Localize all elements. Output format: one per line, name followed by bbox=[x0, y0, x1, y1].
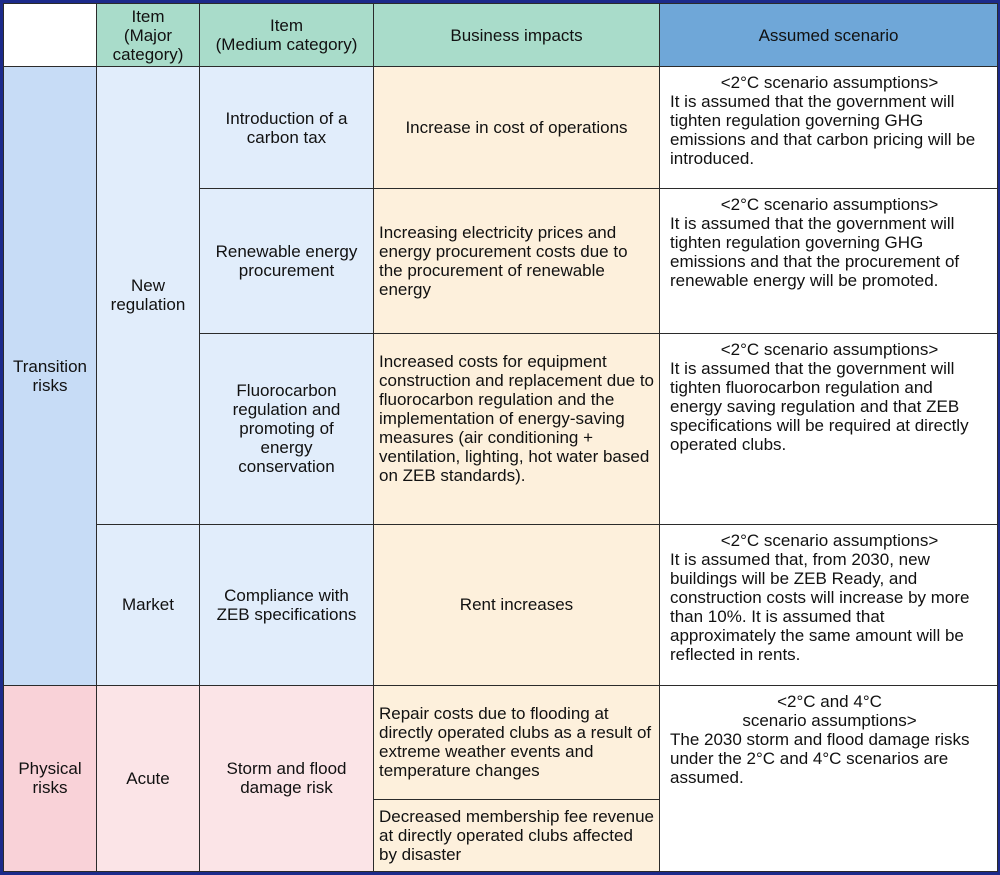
item-storm-flood-risk: Storm and flood damage risk bbox=[200, 685, 374, 871]
table-row bbox=[4, 524, 998, 685]
scenario-fluorocarbon-regulation bbox=[660, 334, 998, 524]
scenario-heading: <2°C scenario assumptions> bbox=[720, 340, 939, 360]
medium-category-market: Market bbox=[97, 524, 200, 685]
risk-table-frame bbox=[3, 3, 997, 872]
scenario-text: The 2030 storm and flood damage risks under the 2°C and 4°C scenarios are assumed. bbox=[670, 729, 970, 787]
impact-carbon-tax: Increase in cost of operations bbox=[374, 67, 660, 189]
scenario-text: It is assumed that, from 2030, new buildings will be ZEB Ready, and construction costs will increase by more than 10%. It is assumed that approximately the same amount will be reflected in rents. bbox=[670, 549, 970, 664]
scenario-zeb-compliance bbox=[660, 524, 998, 685]
header-business-impacts: Business impacts bbox=[374, 4, 660, 67]
major-category-transition-risks: Transition risks bbox=[4, 67, 97, 686]
scenario-heading: <2°C scenario assumptions> bbox=[720, 73, 939, 93]
scenario-heading: <2°C scenario assumptions> bbox=[720, 530, 939, 550]
header-medium-category: Item (Medium category) bbox=[200, 4, 374, 67]
header-major-category: Item (Major category) bbox=[97, 4, 200, 67]
scenario-heading: <2°C scenario assumptions> bbox=[720, 195, 939, 215]
table-row bbox=[4, 685, 998, 799]
climate-risk-table bbox=[3, 3, 998, 872]
scenario-text: It is assumed that the government will tighten regulation governing GHG emissions and that the procurement of renewable energy will be promoted. bbox=[670, 214, 960, 291]
header-blank-cell bbox=[4, 4, 97, 67]
scenario-text: It is assumed that the government will tighten fluorocarbon regulation and energy saving regulation and that ZEB specifications will be required at directly operated clubs. bbox=[670, 359, 969, 455]
impact-rent-increases: Rent increases bbox=[374, 524, 660, 685]
major-category-physical-risks: Physical risks bbox=[4, 685, 97, 871]
scenario-text: It is assumed that the government will tighten regulation governing GHG emissions and that carbon pricing will be introduced. bbox=[670, 92, 976, 169]
header-row bbox=[4, 4, 998, 67]
table-row bbox=[4, 67, 998, 189]
item-fluorocarbon-regulation: Fluorocarbon regulation and promoting of energy conservation bbox=[200, 334, 374, 524]
scenario-heading: <2°C and 4°C scenario assumptions> bbox=[742, 691, 917, 730]
item-renewable-energy: Renewable energy procurement bbox=[200, 189, 374, 334]
medium-category-acute: Acute bbox=[97, 685, 200, 871]
item-zeb-compliance: Compliance with ZEB specifications bbox=[200, 524, 374, 685]
header-assumed-scenario: Assumed scenario bbox=[660, 4, 998, 67]
scenario-carbon-tax bbox=[660, 67, 998, 189]
scenario-renewable-energy bbox=[660, 189, 998, 334]
medium-category-new-regulation: New regulation bbox=[97, 67, 200, 525]
scenario-storm-flood bbox=[660, 685, 998, 871]
item-carbon-tax: Introduction of a carbon tax bbox=[200, 67, 374, 189]
impact-repair-costs: Repair costs due to flooding at directly operated clubs as a result of extreme weather events and temperature changes bbox=[374, 685, 660, 799]
impact-renewable-energy: Increasing electricity prices and energy procurement costs due to the procurement of renewable energy bbox=[374, 189, 660, 334]
impact-fluorocarbon-regulation: Increased costs for equipment construction and replacement due to fluorocarbon regulation and the implementation of energy-saving measures (air conditioning + ventilation, lighting, hot water based on ZEB standards). bbox=[374, 334, 660, 524]
impact-membership-fee-revenue: Decreased membership fee revenue at directly operated clubs affected by disaster bbox=[374, 799, 660, 871]
